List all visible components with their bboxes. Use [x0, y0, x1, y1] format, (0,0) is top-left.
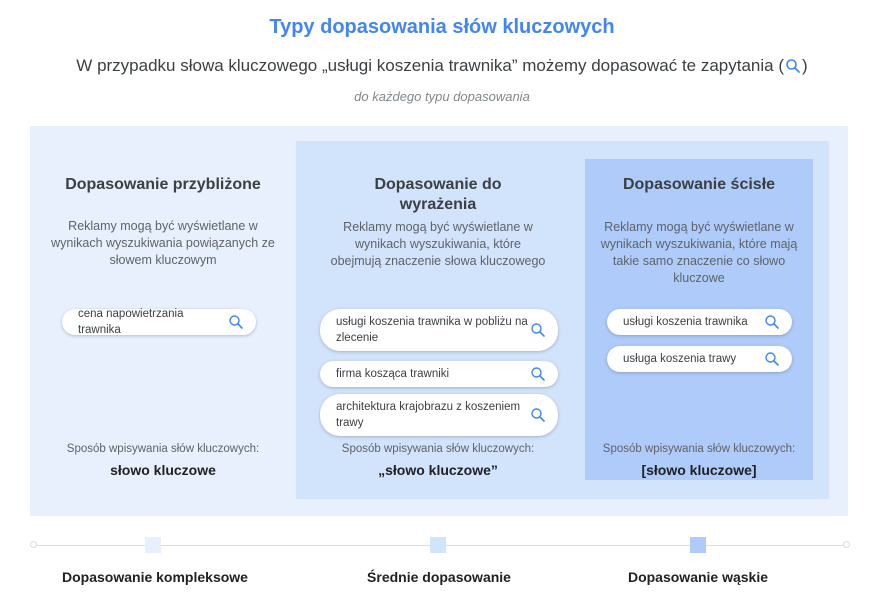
- search-icon: [228, 314, 244, 330]
- subtitle-text: W przypadku słowa kluczowego „usługi koszenia trawnika” możemy dopasować te zapytania (: [76, 56, 785, 75]
- subtitle-close: ): [802, 56, 808, 75]
- query-text: usługi koszenia trawnika w pobliżu na zlecenie: [336, 316, 528, 344]
- syntax-label: Sposób wpisywania słów kluczowych:: [602, 443, 796, 455]
- query-text: usługi koszenia trawnika: [623, 316, 748, 328]
- column-description: Reklamy mogą być wyświetlane w wynikach wyszukiwania powiązanych ze słowem kluczowym: [51, 219, 275, 267]
- scale-label-phrase: Średnie dopasowanie: [367, 569, 511, 585]
- column-title: Dopasowanie przybliżone: [65, 176, 261, 193]
- search-icon: [764, 351, 780, 367]
- syntax-value: [słowo kluczowe]: [641, 462, 757, 478]
- column-title: Dopasowanie do wyrażenia: [374, 176, 502, 213]
- search-icon: [530, 366, 546, 382]
- search-icon: [530, 322, 546, 338]
- subtitle: [0, 56, 884, 79]
- scale-start-dot: [30, 541, 37, 548]
- scale-marker-phrase: [430, 537, 446, 553]
- query-text: cena napowietrzania trawnika: [78, 308, 184, 336]
- column-title: Dopasowanie ścisłe: [622, 176, 776, 193]
- column-broad: [46, 141, 280, 499]
- query-pill: [320, 361, 558, 387]
- query-pill: [607, 309, 792, 335]
- column-description: Reklamy mogą być wyświetlane w wynikach wyszukiwania, które mają takie samo znaczenie co słowo kluczowe: [600, 220, 798, 285]
- search-icon: [764, 314, 780, 330]
- subtitle-note: do każdego typu dopasowania: [354, 89, 530, 104]
- page-title: Typy dopasowania słów kluczowych: [269, 16, 615, 38]
- scale-label-broad: Dopasowanie kompleksowe: [62, 569, 248, 585]
- query-text: usługa koszenia trawy: [623, 353, 737, 365]
- query-text: architektura krajobrazu z koszeniem trawy: [336, 401, 521, 429]
- search-icon: [530, 407, 546, 423]
- query-text: firma kosząca trawniki: [336, 368, 450, 380]
- column-description: Reklamy mogą być wyświetlane w wynikach wyszukiwania, które obejmują znaczenie słowa kluczowego: [330, 220, 546, 268]
- query-pill: [320, 309, 558, 351]
- scale-marker-broad: [145, 537, 161, 553]
- syntax-label: Sposób wpisywania słów kluczowych:: [341, 443, 535, 455]
- column-phrase: [316, 141, 560, 499]
- scale-end-dot: [843, 541, 850, 548]
- query-pill: [62, 309, 256, 335]
- syntax-value: „słowo kluczowe”: [378, 462, 498, 478]
- syntax-value: słowo kluczowe: [110, 462, 216, 478]
- query-pill: [320, 394, 558, 436]
- syntax-label: Sposób wpisywania słów kluczowych:: [66, 443, 260, 455]
- scale-label-exact: Dopasowanie wąskie: [627, 569, 769, 585]
- column-exact: [585, 159, 813, 480]
- search-icon: [785, 58, 801, 79]
- query-pill: [607, 346, 792, 372]
- scale-marker-exact: [690, 537, 706, 553]
